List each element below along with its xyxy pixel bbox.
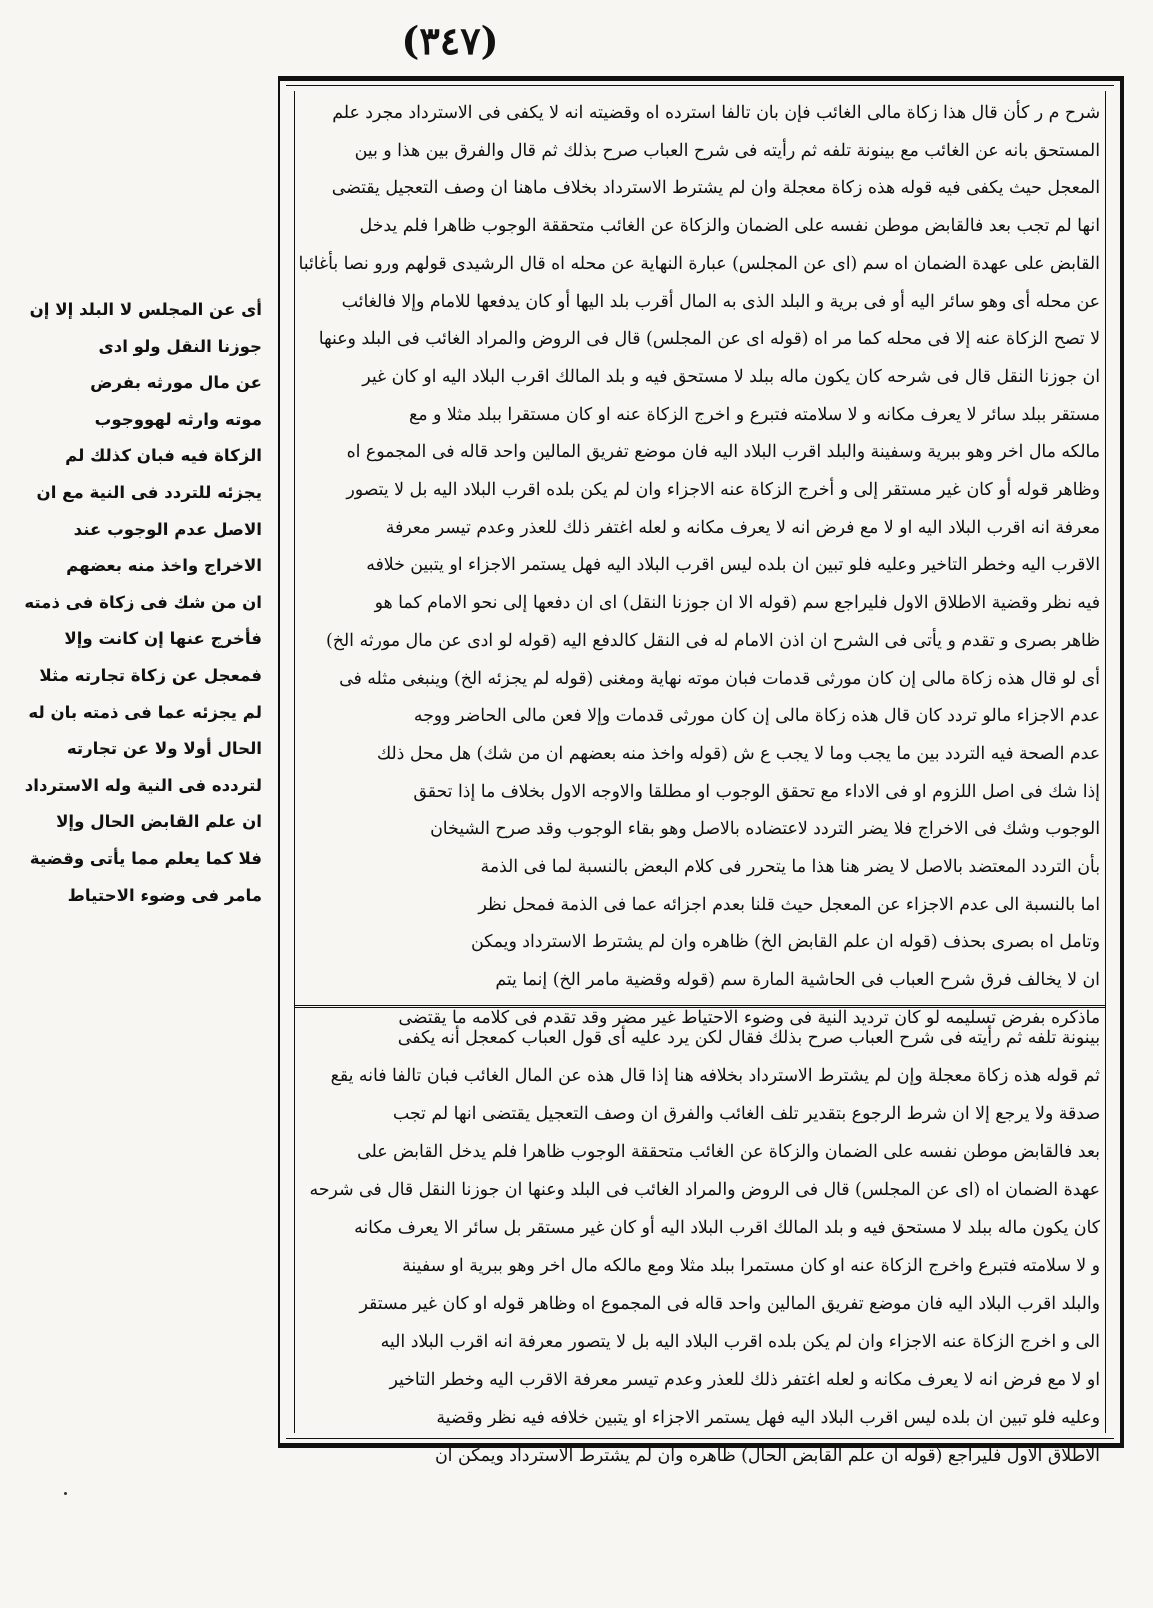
text-line: وعليه فلو تبين ان بلده ليس اقرب البلاد اليه فهل يستمر الاجزاء او يتبين خلافه فيه نظر وقضية	[436, 1408, 1100, 1428]
lower-text	[300, 1019, 1100, 1466]
commentary-line: إذا شك فى اصل اللزوم او فى الاداء مع تحقق الوجوب او مطلقا والاوجه الاول بخلاف ما إذا تحقق	[413, 781, 1100, 802]
margin-note-line: لتردده فى النية وله الاسترداد	[24, 775, 262, 795]
text-line: صدقة ولا يرجع إلا ان شرط الرجوع بتقدير تلف الغائب والفرق ان وصف التعجيل يقتضى انها لم تجب	[392, 1104, 1100, 1124]
commentary-line: ان لا يخالف فرق شرح العباب فى الحاشية المارة سم (قوله وقضية مامر الخ) إنما يتم	[495, 970, 1100, 991]
text-line: بينونة تلفه ثم رأيته فى شرح العباب صرح بذلك فقال لكن يرد عليه أى قول العباب كمعجل أنه يكفى	[397, 1028, 1100, 1048]
commentary-line: الاقرب اليه وخطر التاخير وعليه فلو تبين ان بلده ليس اقرب البلاد اليه فهل يستمر الاجزاء او يتبين خلافه	[366, 555, 1100, 576]
commentary-line: القابض على عهدة الضمان اه سم (اى عن المجلس) عبارة النهاية عن محله اه قال الرشيدى قولهم ورو نصا بأغائبا	[298, 253, 1100, 274]
commentary-line: الوجوب وشك فى الاخراج فلا يضر التردد لاعتضاده بالاصل وهو بقاء الوجوب وقد صرح الشيخان	[430, 819, 1100, 840]
commentary-line: بأن التردد المعتضد بالاصل لا يضر هنا هذا ما يتحرر فى كلام البعض بالنسبة لما فى الذمة	[480, 857, 1100, 878]
separator-line	[294, 1005, 1106, 1008]
margin-note-line: الحال أولا ولا عن تجارته	[66, 739, 262, 759]
commentary-line: فيه نظر وقضية الاطلاق الاول فليراجع سم (قوله الا ان جوزنا النقل) اى ان دفعها إلى نحو الامام كما هو	[374, 593, 1100, 614]
text-line: والبلد اقرب البلاد اليه فان موضع تفريق المالين واحد قاله فى المجموع اه وظاهر قوله او كان غير مستقر	[359, 1294, 1100, 1314]
margin-note-line: فمعجل عن زكاة تجارته مثلا	[39, 665, 262, 685]
commentary-line: المستحق بانه عن الغائب مع بينونة تلفه ثم رأيته فى شرح العباب صرح بذلك ثم قال والفرق بين هذا و بين	[354, 140, 1100, 161]
commentary-line: ماذكره بفرض تسليمه لو كان ترديد النية فى وضوء الاحتياط غير مضر وقد تقدم فى كلامه ما يقتضى	[398, 1007, 1100, 1028]
margin-note-line: فلا كما يعلم مما يأتى وقضية	[29, 848, 262, 868]
margin-note-line: موته وارثه لهووجوب	[94, 409, 262, 429]
margin-note-line: الاصل عدم الوجوب عند	[73, 519, 262, 539]
margin-note	[24, 292, 262, 922]
margin-note-line: ان علم القابض الحال وإلا	[56, 812, 262, 832]
margin-note-line: الزكاة فيه فبان كذلك لم	[65, 446, 262, 466]
upper-commentary	[298, 95, 1100, 1028]
commentary-line: عن محله أى وهو سائر اليه أو فى برية و البلد الذى به المال أقرب بلد اليها أو كان يدفعها للامام وإلا فالغائب	[341, 291, 1100, 312]
margin-note-line: جوزنا النقل ولو ادى	[98, 336, 262, 356]
commentary-line: معرفة انه اقرب البلاد اليه او لا مع فرض انه لا يعرف مكانه و لعله اغتفر ذلك للعذر وعدم تيسر معرفة	[385, 517, 1100, 538]
text-line: الاطلاق الاول فليراجع (قوله ان علم القابض الحال) ظاهره وان لم يشترط الاسترداد ويمكن ان	[434, 1446, 1100, 1466]
text-line: الى و اخرج الزكاة عنه الاجزاء وان لم يكن بلده اقرب البلاد اليه بل لا يتصور معرفة انه اقرب البلاد اليه	[380, 1332, 1100, 1352]
commentary-line: اما بالنسبة الى عدم الاجزاء عن المعجل حيث قلنا بعدم اجزائه عما فى الذمة فمحل نظر	[478, 894, 1100, 915]
commentary-line: وظاهر قوله أو كان غير مستقر إلى و أخرج الزكاة عنه الاجزاء وان لم يكن بلده اقرب البلاد اليه بل لا يتصور	[346, 480, 1100, 501]
margin-note-line: لم يجزئه عما فى ذمته بان له	[28, 702, 262, 722]
commentary-line: مالكه مال اخر وهو ببرية وسفينة والبلد اقرب البلاد اليه فان موضع تفريق المالين واحد قاله فى المجموع اه	[346, 442, 1100, 463]
text-line: بعد فالقابض موطن نفسه على الضمان والزكاة عن الغائب متحققة الوجوب ظاهرا فلم يدخل القابض على	[357, 1142, 1100, 1162]
margin-note-line: مامر فى وضوء الاحتياط	[67, 885, 262, 905]
margin-note-line: الاخراج واخذ منه بعضهم	[66, 556, 262, 576]
commentary-line: وتامل اه بصرى بحذف (قوله ان علم القابض الخ) ظاهره وان لم يشترط الاسترداد ويمكن	[470, 932, 1100, 953]
commentary-line: انها لم تجب بعد فالقابض موطن نفسه على الضمان والزكاة عن الغائب متحققة الوجوب ظاهرا فلم يدخل	[359, 216, 1100, 237]
margin-note-line: عن مال مورثه بفرض	[90, 373, 262, 393]
commentary-line: لا تصح الزكاة عنه إلا فى محله كما مر اه (قوله اى عن المجلس) قال فى الروض والمراد الغائب فى البلد وعنها	[318, 329, 1100, 350]
margin-note-line: ان من شك فى زكاة فى ذمته	[24, 592, 262, 612]
margin-note-line: فأخرج عنها إن كانت وإلا	[64, 629, 262, 649]
commentary-line: المعجل حيث يكفى فيه قوله هذه زكاة معجلة وان لم يشترط الاسترداد بخلاف ماهنا ان وصف التعجيل يقتضى	[331, 178, 1100, 199]
text-line: او لا مع فرض انه لا يعرف مكانه و لعله اغتفر ذلك للعذر وعدم تيسر معرفة الاقرب اليه وخطر التاخير	[389, 1370, 1100, 1390]
margin-note-line: يجزئه للتردد فى النية مع ان	[36, 482, 262, 502]
text-line: و لا سلامته فتبرع واخرج الزكاة عنه او كان مستمرا ببلد مثلا ومع مالكه مال اخر وهو ببرية او سفينة	[402, 1256, 1100, 1276]
margin-note-line: أى عن المجلس لا البلد إلا إن	[29, 300, 262, 319]
commentary-line: عدم الصحة فيه التردد بين ما يجب وما لا يجب ع ش (قوله واخذ منه بعضهم ان من شك) هل محل ذلك	[376, 743, 1100, 764]
commentary-line: ان جوزنا النقل قال فى شرحه كان يكون ماله ببلد لا مستحق فيه و بلد المالك اقرب البلاد اليه او كان غير	[362, 366, 1100, 387]
page-frame	[278, 76, 1124, 1466]
text-line: كان يكون ماله ببلد لا مستحق فيه و بلد المالك اقرب البلاد اليه أو كان غير مستقر بل سائر الا يعرف مكانه	[354, 1218, 1100, 1238]
text-line: ثم قوله هذه زكاة معجلة وإن لم يشترط الاسترداد بخلافه هنا إذا قال هذه عن المال الغائب فبان تالفا فانه يقع	[330, 1066, 1100, 1086]
stray-dot	[64, 1492, 67, 1495]
commentary-line: ظاهر بصرى و تقدم و يأتى فى الشرح ان اذن الامام له فى النقل كالدفع اليه (قوله لو ادى عن مال مورثه الخ)	[325, 630, 1100, 651]
page-number: (٣٤٧)	[401, 18, 499, 63]
text-line: عهدة الضمان اه (اى عن المجلس) قال فى الروض والمراد الغائب فى البلد وعنها ان جوزنا النقل قال فى شرحه	[309, 1180, 1100, 1200]
commentary-line: مستقر ببلد سائر لا يعرف مكانه و لا سلامته فتبرع و اخرج الزكاة عنه او كان مستقرا ببلد مثلا و مع	[409, 404, 1100, 425]
commentary-line: أى لو قال هذه زكاة مالى إن كان مورثى قدمات فبان موته نهاية ومغنى (قوله لم يجزئه الخ) وينبغى مثله فى	[339, 668, 1100, 689]
commentary-line: شرح م ر كأن قال هذا زكاة مالى الغائب فإن بان تالفا استرده اه وقضيته انه لا يكفى فى الاسترداد مجرد علم	[332, 103, 1100, 123]
commentary-line: عدم الاجزاء مالو تردد كان قال هذه زكاة مالى إن كان مورثى قدمات وإلا فعن مالى الحاضر ووجه	[413, 706, 1100, 727]
